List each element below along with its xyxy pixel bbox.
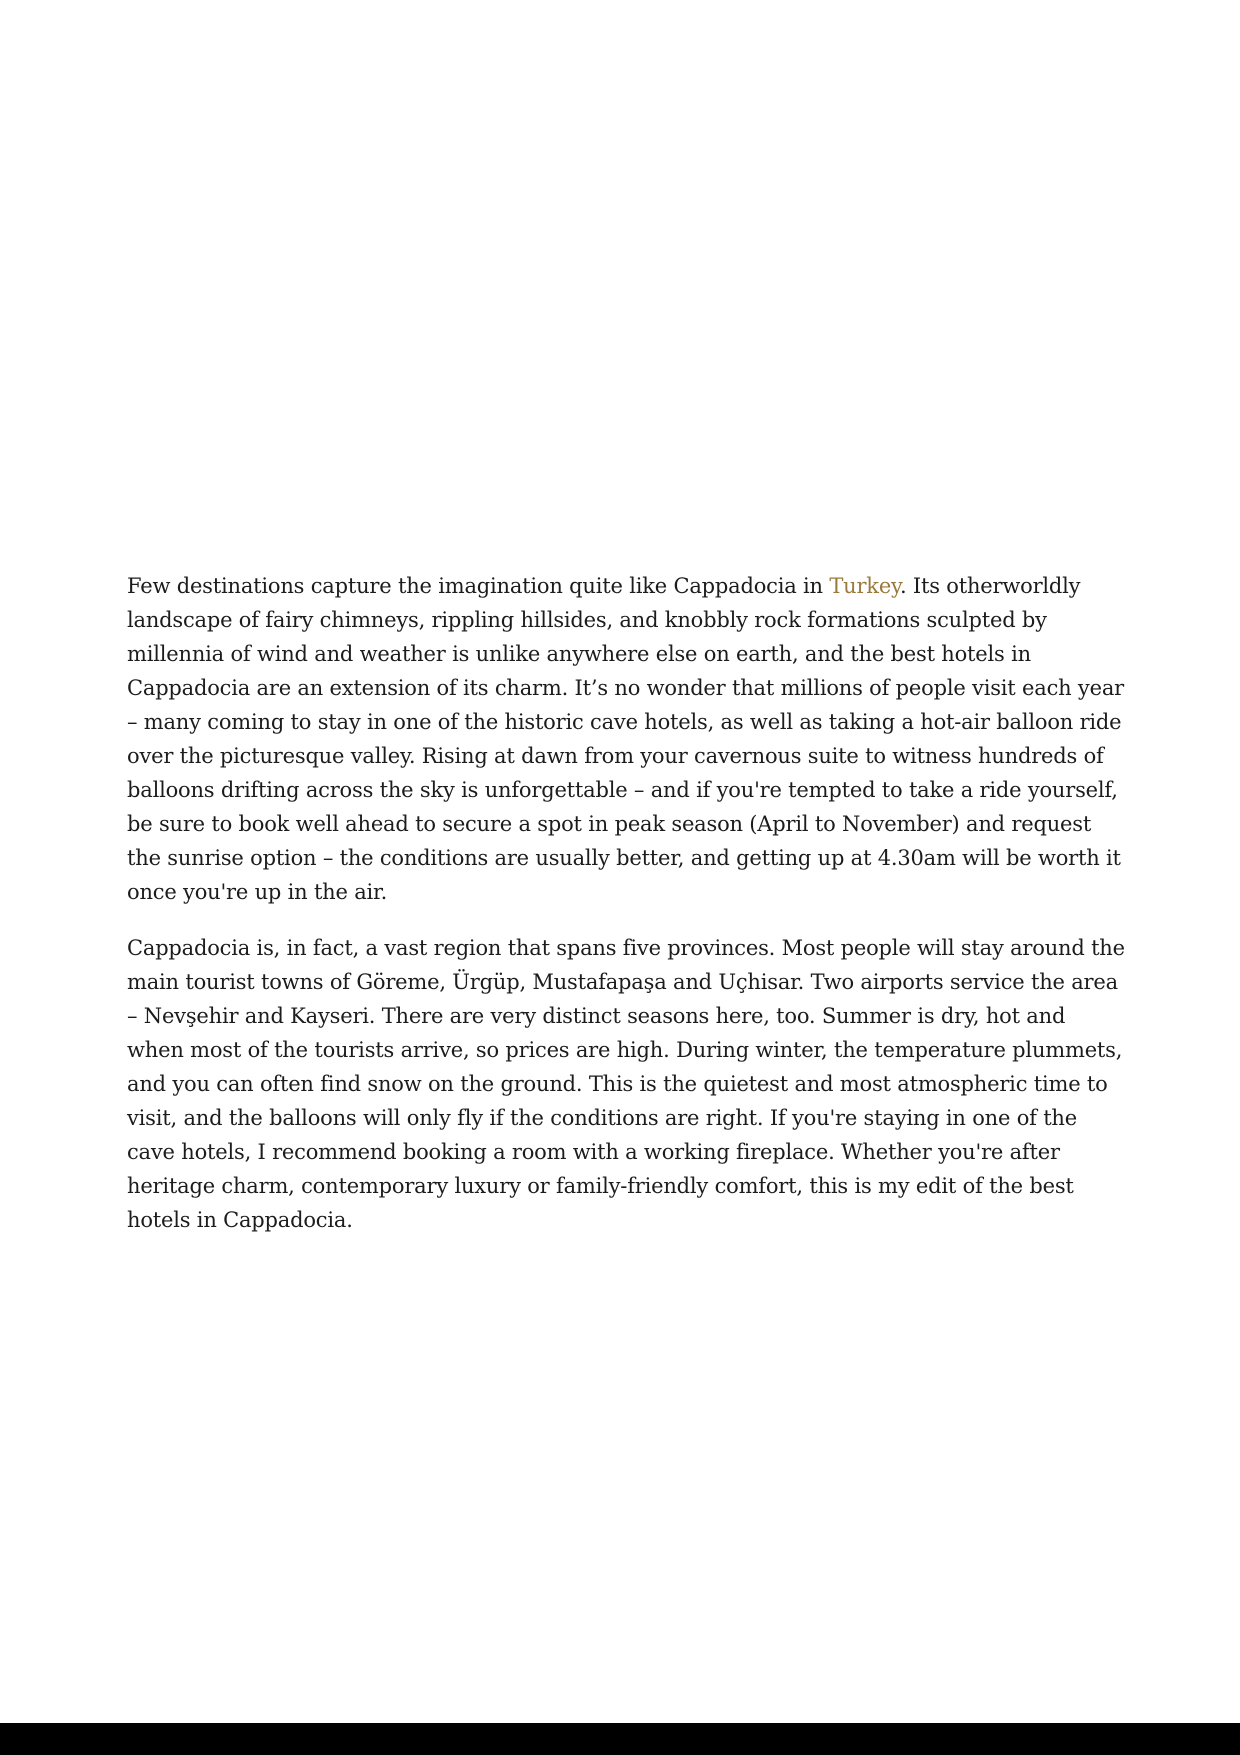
region-paragraph: Cappadocia is, in fact, a vast region that spans five provinces. Most people will stay around the main tourist towns of Göreme, Ürgüp, Mustafapaşa and Uçhisar. Two airports service the area – Nevşehir and Kayseri. There are very distinct seasons here, too. Summer is dry, hot and when most of the tourists arrive, so prices are high. During winter, the temperature plummets, and you can often find snow on the ground. This is the quietest and most atmospheric time to visit, and the balloons will only fly if the conditions are right. If you're staying in one of the cave hotels, I recommend booking a room with a working fireplace. Whether you're after heritage charm, contemporary luxury or family-friendly comfort, this is my edit of the best hotels in Cappadocia. xyxy=(127,936,1125,1232)
turkey-link[interactable]: Turkey xyxy=(829,574,900,598)
footer-bar xyxy=(0,1723,1240,1755)
intro-text-before-link: Few destinations capture the imagination quite like Cappadocia in xyxy=(127,574,830,598)
article-body xyxy=(127,569,1127,1259)
intro-paragraph xyxy=(127,569,1127,909)
intro-text-after-link: . Its otherworldly landscape of fairy chimneys, rippling hillsides, and knobbly rock formations sculpted by millennia of wind and weather is unlike anywhere else on earth, and the best hotels in Cappadocia are an extension of its charm. It’s no wonder that millions of people visit each year – many coming to stay in one of the historic cave hotels, as well as taking a hot-air balloon ride over the picturesque valley. Rising at dawn from your cavernous suite to witness hundreds of balloons drifting across the sky is unforgettable – and if you're tempted to take a ride yourself, be sure to book well ahead to secure a spot in peak season (April to November) and request the sunrise option – the conditions are usually better, and getting up at 4.30am will be worth it once you're up in the air. xyxy=(127,574,1124,904)
